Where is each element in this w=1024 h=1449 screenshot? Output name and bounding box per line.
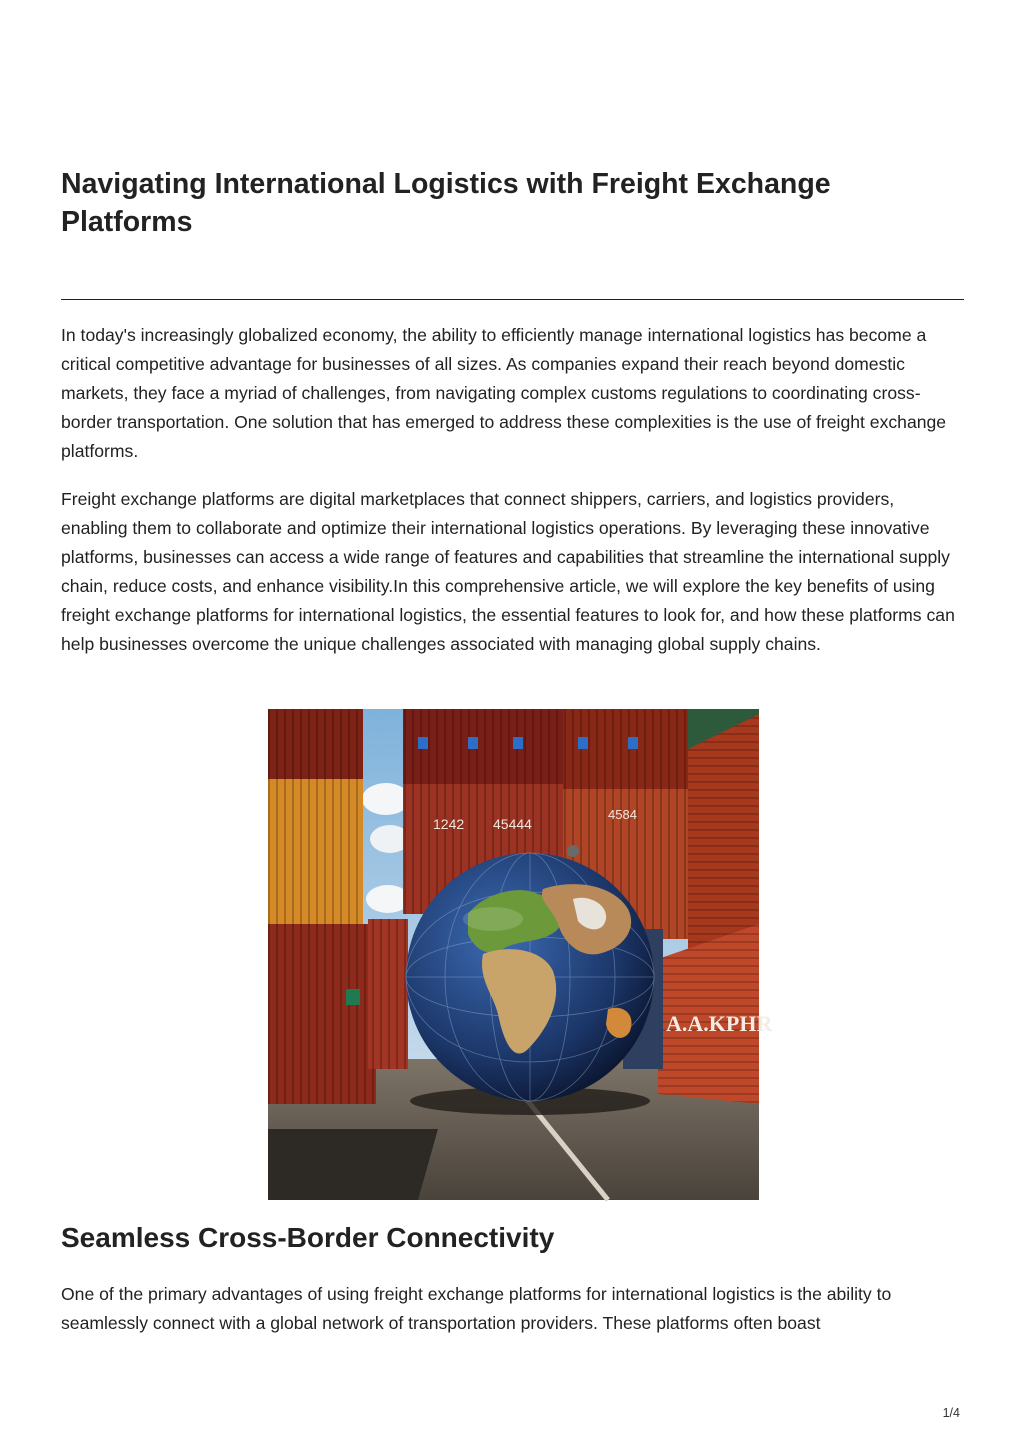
title-divider [61, 299, 964, 300]
container-label-4: A.A.KPHR [666, 1011, 773, 1036]
page-number: 1/4 [942, 1406, 960, 1420]
article-image-globe-containers [268, 709, 773, 1200]
container-label-1: 1242 [433, 816, 465, 832]
section-paragraph: One of the primary advantages of using freight exchange platforms for international logistics is the ability to seamlessly connect with a global network of transportation providers. These platforms often boast [61, 1284, 892, 1333]
intro-paragraph: In today's increasingly globalized economy, the ability to efficiently manage international logistics has become a critical competitive advantage for businesses of all sizes. As companies expand their reach beyond domestic markets, they face a myriad of challenges, from navigating complex customs regulations to coordinating cross-border transportation. One solution that has emerged to address these complexities is the use of freight exchange platforms. [61, 325, 947, 461]
second-paragraph: Freight exchange platforms are digital marketplaces that connect shippers, carriers, and logistics providers, enabling them to collaborate and optimize their international logistics operations. By leveraging these innovative platforms, businesses can access a wide range of features and capabilities that streamline the international supply chain, reduce costs, and enhance visibility.In this comprehensive article, we will explore the key benefits of using freight exchange platforms for international logistics, the essential features to look for, and how these platforms can help businesses overcome the unique challenges associated with managing global supply chains. [61, 489, 955, 654]
section-heading: Seamless Cross-Border Connectivity [61, 1222, 555, 1253]
container-label-3: 4584 [608, 807, 637, 822]
container-label-2: 45444 [493, 816, 532, 832]
article-title: Navigating International Logistics with Freight Exchange Platforms [61, 168, 831, 238]
